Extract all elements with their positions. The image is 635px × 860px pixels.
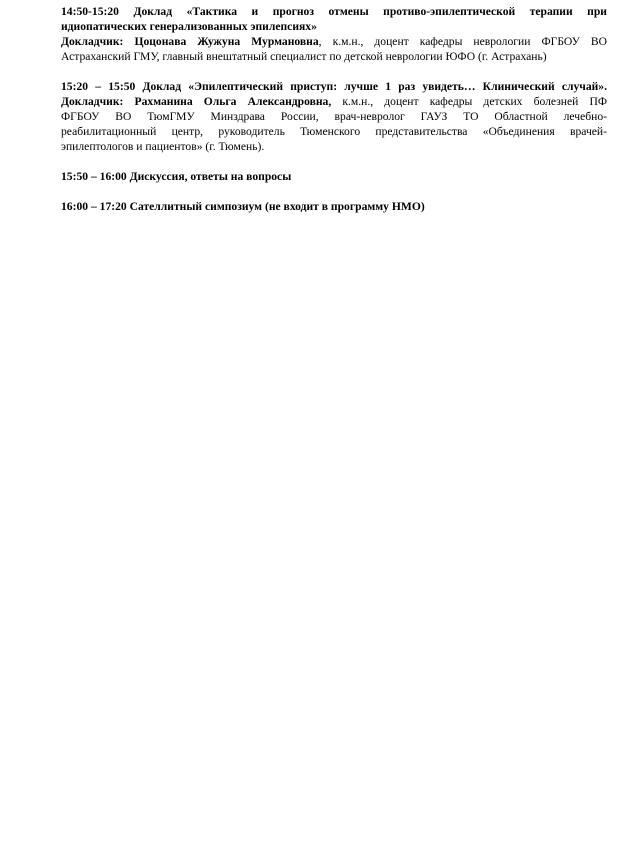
discussion-title: 15:50 – 16:00 Дискуссия, ответы на вопросы xyxy=(61,170,292,183)
speaker-info-line: эпилептологов и пациентов» (г. Тюмень). xyxy=(61,140,265,153)
speaker-label: Докладчик: xyxy=(61,35,124,48)
program-item-symposium xyxy=(61,199,607,214)
talk-title-line: 14:50-15:20 Доклад «Тактика и прогноз отмены противо-эпилептической терапии при xyxy=(61,5,607,18)
program-item-2 xyxy=(61,79,607,154)
speaker-name: Рахманина Ольга Александровна, xyxy=(134,95,332,108)
symposium-title: 16:00 – 17:20 Сателлитный симпозиум (не входит в программу НМО) xyxy=(61,200,425,213)
program-item-discussion xyxy=(61,169,607,184)
talk-title-line: 15:20 – 15:50 Доклад «Эпилептический приступ: лучше 1 раз увидеть… Клинический случай». xyxy=(61,80,607,93)
program-item-1 xyxy=(61,4,607,64)
speaker-info-line: Астраханский ГМУ, главный внештатный специалист по детской неврологии ЮФО (г. Астрахань) xyxy=(61,50,547,63)
program-content xyxy=(61,4,607,229)
speaker-info-line: ФГБОУ ВО ТюмГМУ Минздрава России, врач-невролог ГАУЗ ТО Областной лечебно- xyxy=(61,110,607,123)
speaker-label: Докладчик: xyxy=(61,95,124,108)
speaker-info-line: реабилитационный центр, руководитель Тюменского представительства «Объединения врачей- xyxy=(61,125,607,138)
talk-title-line: идиопатических генерализованных эпилепсиях» xyxy=(61,20,317,33)
speaker-name: Цоцонава Жужуна Мурмановна xyxy=(134,35,319,48)
speaker-info: к.м.н., доцент кафедры детских болезней ПФ xyxy=(331,95,607,108)
speaker-info: , к.м.н., доцент кафедры неврологии ФГБОУ ВО xyxy=(318,35,607,48)
